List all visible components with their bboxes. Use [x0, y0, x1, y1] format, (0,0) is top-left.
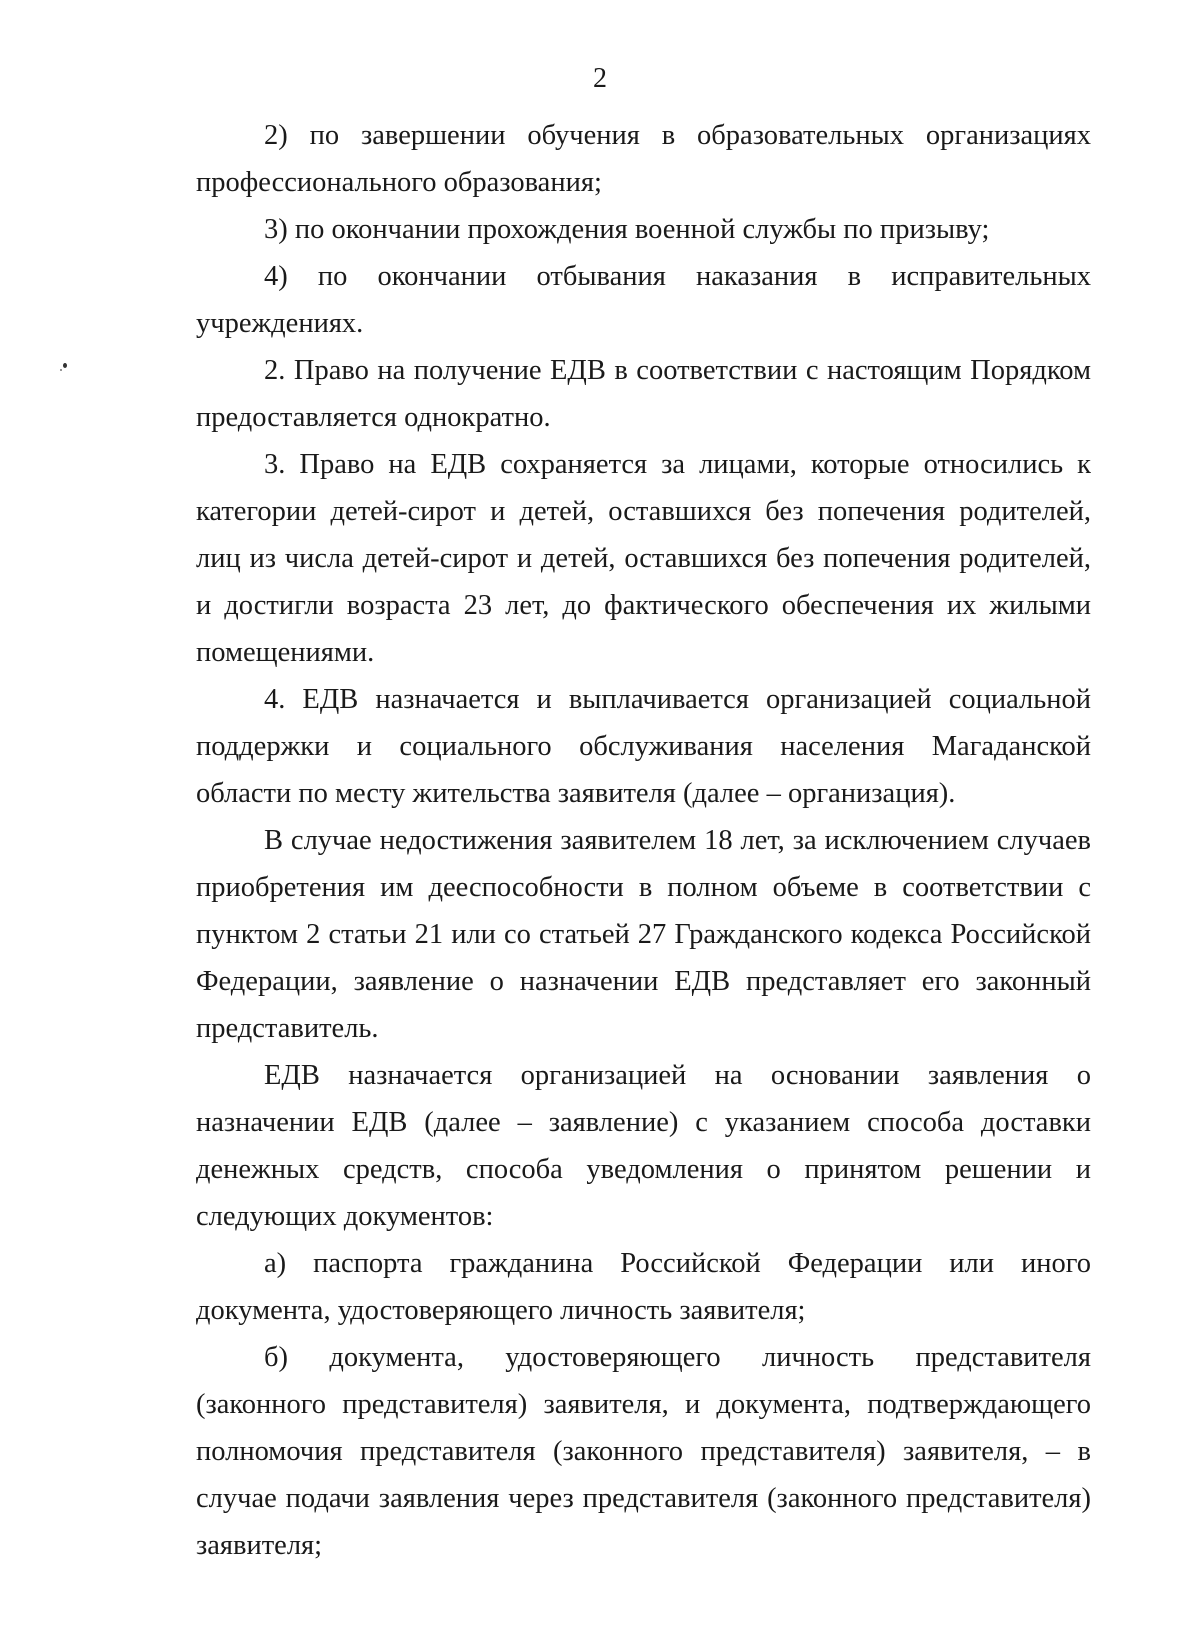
- paragraph-application-basis: ЕДВ назначается организацией на основании заявления о назначении ЕДВ (далее – заявление) с указанием способа доставки денежных средств, способа уведомления о принятом решении и следующих документов:: [196, 1060, 1091, 1232]
- document-body: [196, 112, 1091, 1569]
- paragraph-doc-a: а) паспорта гражданина Российской Федерации или иного документа, удостоверяющего личность заявителя;: [196, 1248, 1091, 1326]
- speck-dot: [63, 363, 67, 368]
- paragraph-clause-2: 2. Право на получение ЕДВ в соответствии с настоящим Порядком предоставляется однократно.: [196, 355, 1091, 433]
- paragraph-clause-3: 3. Право на ЕДВ сохраняется за лицами, которые относились к категории детей-сирот и детей, оставшихся без попечения родителей, лиц из числа детей-сирот и детей, оставшихся без попечения родителей, и достигли возраста 23 лет, до фактического обеспечения их жилыми помещениями.: [196, 449, 1091, 668]
- paragraph-item-2: 2) по завершении обучения в образовательных организациях профессионального образования;: [196, 120, 1091, 198]
- paragraph-item-4: 4) по окончании отбывания наказания в исправительных учреждениях.: [196, 261, 1091, 339]
- paragraph-minor-applicant: В случае недостижения заявителем 18 лет, за исключением случаев приобретения им дееспособности в полном объеме в соответствии с пунктом 2 статьи 21 или со статьей 27 Гражданского кодекса Российской Федерации, заявление о назначении ЕДВ представляет его законный представитель.: [196, 825, 1091, 1044]
- page-number: 2: [593, 63, 607, 94]
- scan-speck-mark: [62, 363, 68, 371]
- speck-dot: [60, 369, 62, 371]
- paragraph-item-3: 3) по окончании прохождения военной службы по призыву;: [264, 214, 990, 245]
- paragraph-doc-b: б) документа, удостоверяющего личность представителя (законного представителя) заявителя, и документа, подтверждающего полномочия представителя (законного представителя) заявителя, – в случае подачи заявления через представителя (законного представителя) заявителя;: [196, 1342, 1091, 1561]
- paragraph-clause-4: 4. ЕДВ назначается и выплачивается организацией социальной поддержки и социального обслуживания населения Магаданской области по месту жительства заявителя (далее – организация).: [196, 684, 1091, 809]
